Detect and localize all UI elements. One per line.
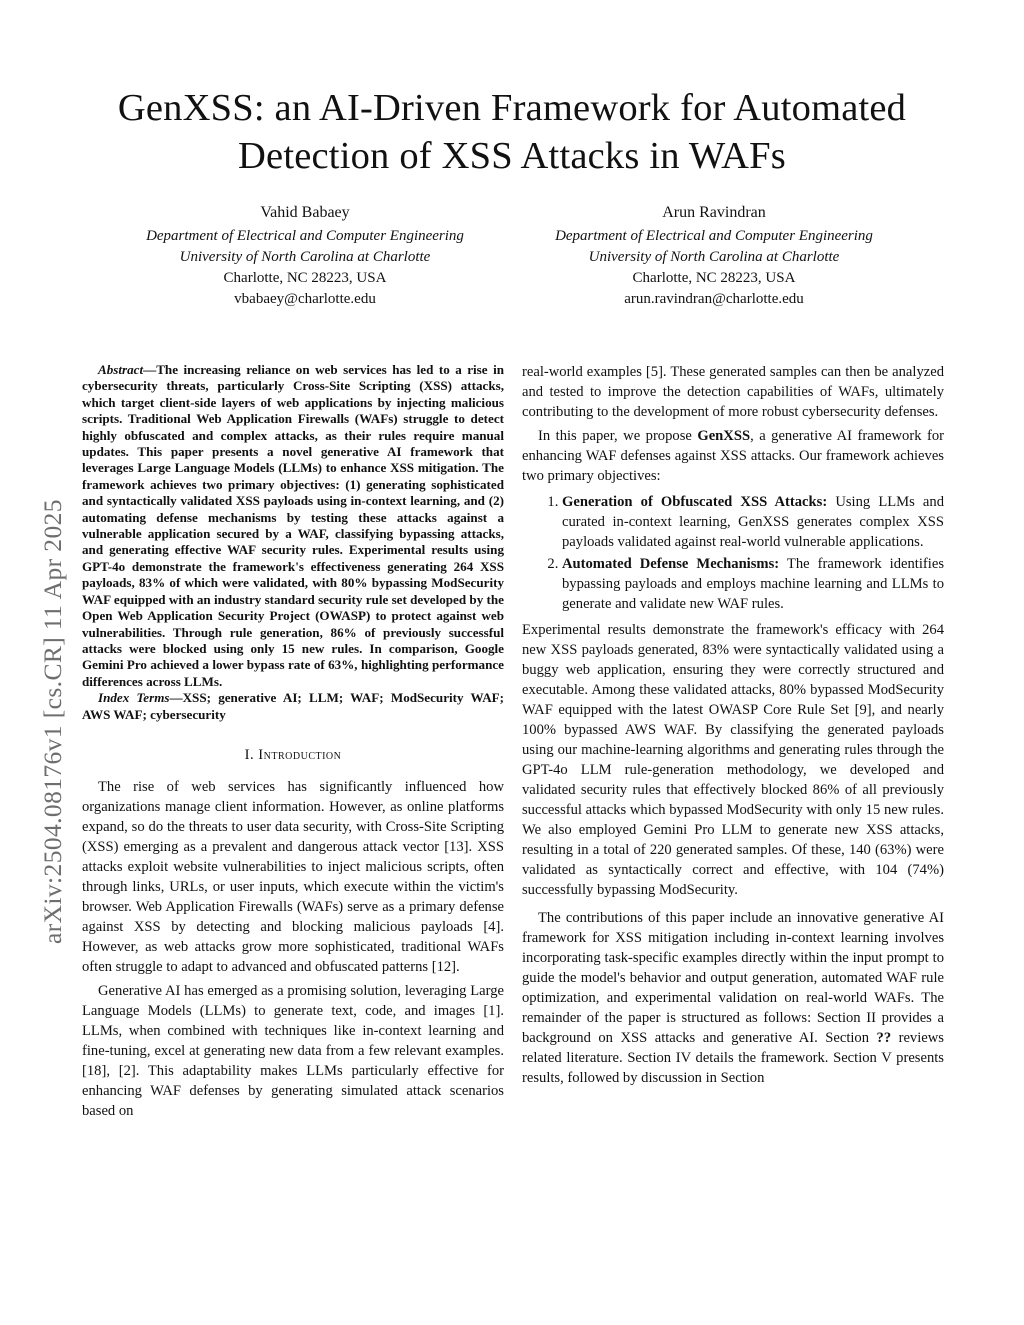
index-terms: [82, 690, 504, 723]
list-item: [562, 492, 944, 552]
section-title: Introduction: [258, 746, 342, 763]
index-terms-text: —XSS; generative AI; LLM; WAF; ModSecurity WAF; AWS WAF; cybersecurity: [82, 690, 505, 722]
section-heading-introduction: [82, 745, 504, 765]
author-location: Charlotte, NC 28223, USA: [632, 270, 796, 286]
author-email[interactable]: arun.ravindran@charlotte.edu: [624, 291, 804, 307]
intro-paragraph-3: real-world examples [5]. These generated samples can then be analyzed and tested to improve the detection capabilities of WAFs, ultimately contributing to the development of more robust cybersecurity defenses.: [522, 364, 944, 420]
author-department: Department of Electrical and Computer Engineering: [146, 228, 464, 244]
intro-paragraph-4: In this paper, we propose GenXSS, a generative AI framework for enhancing WAF defenses against XSS attacks. Our framework achieves two primary objectives:: [522, 428, 944, 484]
results-paragraph: Experimental results demonstrate the framework's efficacy with 264 new XSS payloads generated, 83% were syntactically validated using a buggy web application, ensuring they were correctly structured and executable. Among these validated attacks, 80% bypassed ModSecurity WAF equipped with the latest OWASP Core Rule Set [9], and nearly 100% bypassed AWS WAF. By classifying the generated payloads using our machine-learning algorithms and generating rules through the GPT-4o LLM rule-generation methodology, we developed and validated security rules that effectively blocked 86% of all previously successful attacks which bypassed ModSecurity with only 15 new rules. We also employed Gemini Pro LLM to generate new XSS attacks, resulting in a total of 220 generated samples. Of these, 140 (63%) were validated as syntactically correct and effective, with 104 (74%) successfully bypassing ModSecurity.: [522, 622, 944, 898]
framework-name: GenXSS: [697, 428, 751, 444]
author-name: Vahid Babaey: [260, 204, 350, 221]
title-line-1: GenXSS: an AI-Driven Framework for Automated: [117, 87, 907, 129]
author-department: Department of Electrical and Computer Engineering: [555, 228, 873, 244]
unresolved-reference: ??: [876, 1030, 892, 1046]
abstract-block: [82, 362, 504, 723]
author-block-1: [105, 200, 505, 310]
title-line-2: Detection of XSS Attacks in WAFs: [238, 135, 786, 177]
right-column: [522, 362, 944, 1088]
arxiv-identifier: arXiv:2504.08176v1 [cs.CR] 11 Apr 2025: [38, 499, 67, 944]
index-terms-label: Index Terms: [98, 690, 170, 706]
author-university: University of North Carolina at Charlotte: [179, 249, 431, 265]
author-location: Charlotte, NC 28223, USA: [223, 270, 387, 286]
author-name: Arun Ravindran: [662, 204, 766, 221]
left-column: [82, 362, 504, 1121]
objective-text: Using LLMs and curated in-context learning, GenXSS generates complex XSS payloads validated against real-world vulnerable applications.: [562, 494, 945, 550]
list-item: [562, 554, 944, 614]
objective-title: Automated Defense Mechanisms:: [562, 556, 780, 572]
abstract-text: —The increasing reliance on web services has led to a rise in cybersecurity threats, particularly Cross-Site Scripting (XSS) attacks, which target client-side layers of web applications by injecting malicious scripts. Traditional Web Application Firewalls (WAFs) struggle to detect highly obfuscated and complex attacks, as their rules require manual updates. This paper presents a novel generative AI framework that leverages Large Language Models (LLMs) to enhance XSS mitigation. The framework achieves two primary objectives: (1) generating sophisticated and syntactically validated XSS payloads using in-context learning, and (2) automating defense mechanisms by testing these attacks against a vulnerable application secured by a WAF, classifying bypassing attacks, and generating effective WAF security rules. Experimental results using GPT-4o demonstrate the framework's effectiveness generating 264 XSS payloads, 83% of which were validated, with 80% bypassing ModSecurity WAF equipped with an industry standard security rule set developed by the Open Web Application Security Project (OWASP) to protect against web vulnerabilities. Through rule generation, 86% of previously successful attacks were blocked using only 15 new rules. In comparison, Google Gemini Pro achieved a lower bypass rate of 63%, highlighting performance differences across LLMs.: [82, 362, 504, 689]
contributions-paragraph: The contributions of this paper include an innovative generative AI framework for XSS mitigation including in-context learning involves incorporating task-specific examples directly within the input prompt to guide the model's behavior and output generation, automated WAF rule optimization, and experimental validation on real-world WAFs. The remainder of the paper is structured as follows: Section II provides a background on XSS attacks and generative AI. Section ?? reviews related literature. Section IV details the framework. Section V presents results, followed by discussion in Section: [522, 910, 944, 1086]
objective-title: Generation of Obfuscated XSS Attacks:: [562, 494, 828, 510]
section-number: I.: [244, 746, 255, 763]
objective-text: The framework identifies bypassing payloads and employs machine learning and LLMs to generate and validate new WAF rules.: [562, 556, 944, 612]
abstract-label: Abstract: [98, 362, 144, 377]
objectives-list: [522, 492, 944, 614]
paper-title: [60, 84, 964, 180]
intro-paragraph-2: Generative AI has emerged as a promising solution, leveraging Large Language Models (LLMs) to generate text, code, and images [1]. LLMs, when combined with techniques like in-context learning and fine-tuning, excel at generating new data from a few relevant examples. [18], [2]. This adaptability makes LLMs particularly effective for enhancing WAF defenses by generating simulated attack scenarios based on: [82, 982, 504, 1119]
author-block-2: [514, 200, 914, 310]
author-email[interactable]: vbabaey@charlotte.edu: [234, 291, 376, 307]
abstract: [82, 362, 504, 690]
author-university: University of North Carolina at Charlotte: [588, 249, 840, 265]
intro-paragraph-1: The rise of web services has significantly influenced how organizations manage client information. However, as online platforms expand, so do the threats to user data security, with Cross-Site Scripting (XSS) emerging as a prevalent and dangerous attack vector [13]. XSS attacks exploit website vulnerabilities to inject malicious scripts, often through links, URLs, or user inputs, which execute within the victim's browser. Web Application Firewalls (WAFs) serve as a primary defense against XSS by detecting and blocking malicious payloads [4]. However, as web attacks grow more sophisticated, traditional WAFs often struggle to adapt to advanced and obfuscated patterns [12].: [82, 778, 504, 975]
